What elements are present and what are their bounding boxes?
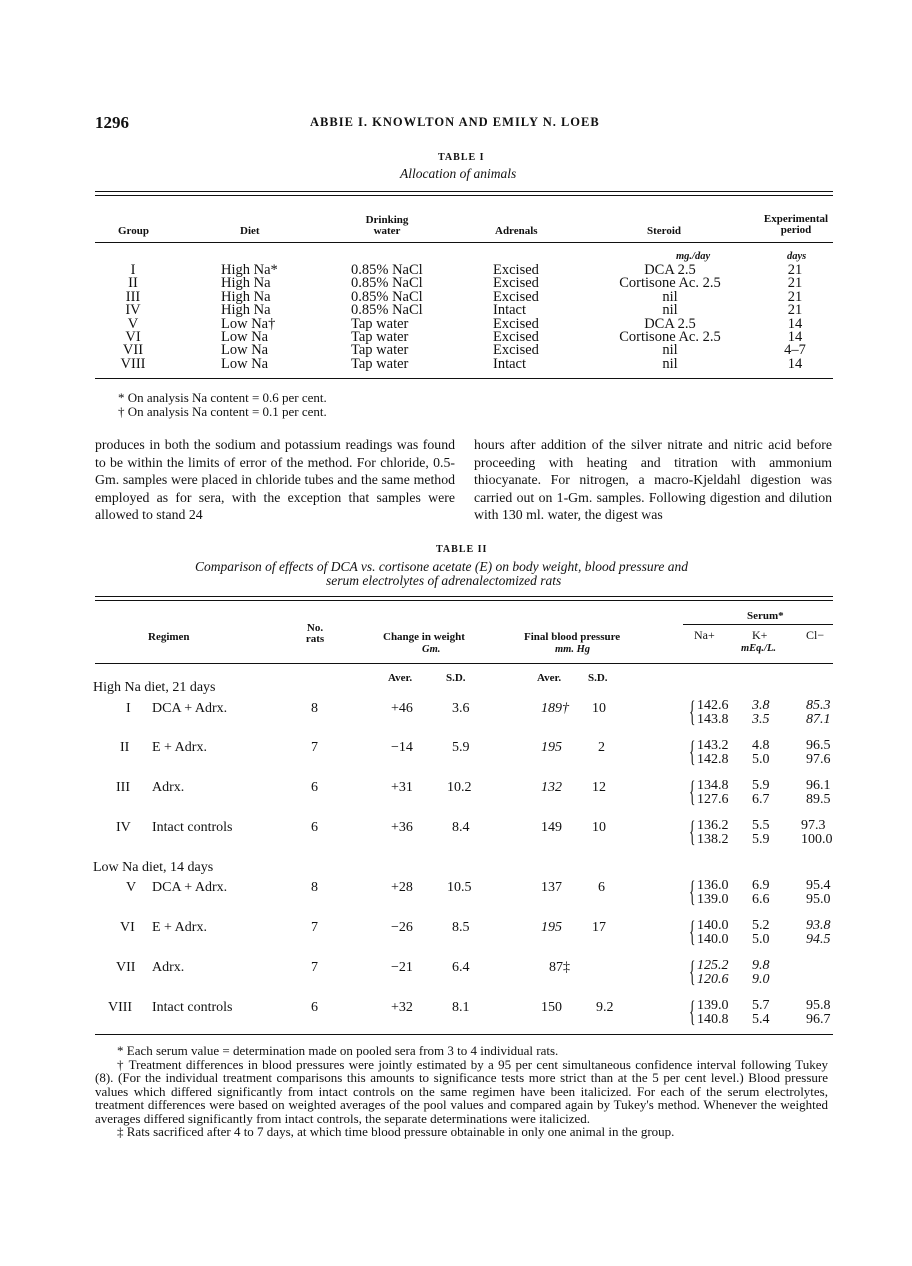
table2-bottom-rule [95,1034,833,1035]
t2-row3-k: 5.9 6.7 [752,778,770,807]
t2-row2-num: II [120,740,130,755]
t2-row5-k: 6.9 6.6 [752,878,770,907]
t2-row2-cl: 96.5 97.6 [806,738,831,767]
t1-unit-steroid: mg./day [676,251,711,262]
t2-row1-w-sd: 3.6 [452,701,470,716]
table2-header-rule [95,663,833,664]
t1-header-period: Experimental period [763,213,829,236]
t2-header-bp-unit: mm. Hg [555,644,591,655]
t2-row8-k: 5.7 5.4 [752,998,770,1027]
t2-row5-bp-aver: 137 [541,880,562,895]
t2-row7-n: 7 [311,960,318,975]
t2-row6-bp-aver: 195 [541,920,562,935]
t2-row8-name: Intact controls [152,1000,233,1015]
t2-row5-name: DCA + Adrx. [152,880,228,895]
t2-row6-brace: { [689,915,696,948]
t2-row6-na: 140.0 140.0 [697,918,729,947]
t2-row2-k: 4.8 5.0 [752,738,770,767]
t2-row7-bp-aver: 87‡ [549,960,570,975]
t1-col-water: 0.85% NaCl 0.85% NaCl 0.85% NaCl 0.85% NaCl Tap water Tap water Tap water Tap water [351,262,423,372]
t2-header-na: Na+ [694,628,715,642]
t2-serum-rule [683,624,833,625]
t2-row6-n: 7 [311,920,318,935]
table2-caption-line1: Comparison of effects of DCA vs. cortisone acetate (E) on body weight, blood pressure and [195,559,688,574]
t1-header-steroid: Steroid [647,225,682,237]
t2-row4-name: Intact controls [152,820,233,835]
t2-row4-bp-sd: 10 [592,820,606,835]
t2-row6-bp-sd: 17 [592,920,606,935]
t2-sub-sd-weight: S.D. [446,672,466,684]
t2-row4-k: 5.5 5.9 [752,818,770,847]
t2-row6-k: 5.2 5.0 [752,918,770,947]
t2-row7-w-sd: 6.4 [452,960,470,975]
t2-row4-num: IV [116,820,131,835]
t2-row3-n: 6 [311,780,318,795]
t2-row3-w-sd: 10.2 [447,780,472,795]
t2-row1-name: DCA + Adrx. [152,701,228,716]
t2-row1-k: 3.8 3.5 [752,698,770,727]
t2-header-k: K+ [752,628,768,642]
t1-footnote-2: † On analysis Na content = 0.1 per cent. [118,404,327,419]
t2-section-high-na: High Na diet, 21 days [93,680,216,695]
t2-row5-num: V [126,880,137,895]
t2-row4-na: 136.2 138.2 [697,818,729,847]
t2-row5-n: 8 [311,880,318,895]
t2-header-bp: Final blood pressure [524,631,621,643]
t2-row8-brace: { [689,995,696,1028]
t2-row2-w-sd: 5.9 [452,740,470,755]
t1-unit-period: days [787,251,807,262]
table1-bottom-rule [95,378,833,379]
t2-row1-bp-sd: 10 [592,701,606,716]
t2-row4-cl: 97.3 100.0 [801,818,833,847]
t2-row6-w-aver: −26 [391,920,413,935]
t2-row1-cl: 85.3 87.1 [806,698,831,727]
t2-row5-cl: 95.4 95.0 [806,878,831,907]
t2-footnotes [95,1044,828,1139]
page-number: 1296 [95,113,129,132]
t2-row7-w-aver: −21 [391,960,413,975]
t2-row1-n: 8 [311,701,318,716]
t1-header-adrenals: Adrenals [495,225,538,237]
t1-footnote-1: * On analysis Na content = 0.6 per cent. [118,390,327,405]
table2-top-rule-2 [95,600,833,601]
t2-row6-cl: 93.8 94.5 [806,918,831,947]
table1-top-rule [95,191,833,192]
t2-row3-na: 134.8 127.6 [697,778,729,807]
t1-col-diet: High Na* High Na High Na High Na Low Na† Low Na Low Na Low Na [221,262,278,372]
t1-col-group: I II III IV V VI VII VIII [120,262,146,372]
t1-col-period: 21 21 21 21 14 14 4–7 14 [784,262,806,372]
table1-caption: Allocation of animals [400,166,517,181]
t2-row1-bp-aver: 189† [541,701,569,716]
t2-row5-na: 136.0 139.0 [697,878,729,907]
table2-label: TABLE II [436,544,488,555]
t2-footnote-1: * Each serum value = determination made on pooled sera from 3 to 4 individual rats. [117,1043,559,1058]
t2-section-low-na: Low Na diet, 14 days [93,860,214,875]
t2-row8-n: 6 [311,1000,318,1015]
t2-row6-name: E + Adrx. [152,920,207,935]
t2-header-cl: Cl− [806,628,825,642]
t2-row3-bp-sd: 12 [592,780,606,795]
t2-row4-w-sd: 8.4 [452,820,470,835]
t2-row8-bp-sd: 9.2 [596,1000,614,1015]
t2-row2-w-aver: −14 [391,740,413,755]
table2-caption-line2: serum electrolytes of adrenalectomized rats [326,573,562,588]
t2-header-no-rats: No. rats [305,622,325,645]
t2-row5-brace: { [689,875,696,908]
t2-sub-aver-weight: Aver. [388,672,413,684]
t2-row3-bp-aver: 132 [541,780,562,795]
t2-row1-brace: { [689,695,696,728]
t2-row3-brace: { [689,775,696,808]
t2-row3-cl: 96.1 89.5 [806,778,831,807]
t1-header-diet: Diet [240,225,260,237]
t2-sub-sd-bp: S.D. [588,672,608,684]
t2-row1-na: 142.6 143.8 [697,698,729,727]
t2-row2-bp-aver: 195 [541,740,562,755]
t2-row3-w-aver: +31 [391,780,413,795]
t2-row3-name: Adrx. [152,780,185,795]
t2-row1-num: I [126,701,131,716]
t2-row6-num: VI [120,920,135,935]
t2-header-weight-unit: Gm. [422,644,441,655]
t2-row4-w-aver: +36 [391,820,413,835]
t2-row2-name: E + Adrx. [152,740,207,755]
t2-row4-bp-aver: 149 [541,820,562,835]
t2-row7-num: VII [116,960,136,975]
t2-row5-w-aver: +28 [391,880,413,895]
t2-row8-bp-aver: 150 [541,1000,562,1015]
t2-row8-na: 139.0 140.8 [697,998,729,1027]
t2-row4-n: 6 [311,820,318,835]
table1-label: TABLE I [438,152,485,163]
t2-row2-bp-sd: 2 [598,740,605,755]
t2-row5-bp-sd: 6 [598,880,605,895]
t2-header-serum: Serum* [747,610,784,622]
t2-footnote-2: † Treatment differences in blood pressures were jointly estimated by a 95 per cent simultaneous confidence interval following Tukey (8). (For the individual treatment comparisons this amounts to significance tests more strict than at the 5 per cent level.) Blood pressure values which differed significantly from intact controls on the same regimen have been italicized. For each of the serum electrolytes, treatment differences were based on weighted averages of the pool values and compared again by Tukey's method. Whenever the weighted averages differed significantly from intact controls, the separate determinations were italicized. [95,1056,828,1126]
t2-sub-aver-bp: Aver. [537,672,562,684]
t2-row7-na: 125.2 120.6 [697,958,729,987]
t2-row7-brace: { [689,955,696,988]
t2-header-serum-unit: mEq./L. [741,643,777,654]
body-text-right: hours after addition of the silver nitrate and nitric acid before proceeding with heating and titration with ammonium thiocyanate. For nitrogen, a macro-Kjeldahl digestion was carried out on 1-Gm. samples. Following digestion and dilution with 130 ml. water, the digest was [474,437,832,522]
running-head: ABBIE I. KNOWLTON AND EMILY N. LOEB [310,115,600,129]
t2-row2-na: 143.2 142.8 [697,738,729,767]
table1-header-rule [95,242,833,243]
t1-header-water: Drinking water [365,214,409,237]
t2-row8-w-aver: +32 [391,1000,413,1015]
t2-header-regimen: Regimen [148,631,190,643]
t2-row2-brace: { [689,735,696,768]
t1-col-adrenals: Excised Excised Excised Intact Excised Excised Excised Intact [493,262,539,372]
t2-row3-num: III [116,780,130,795]
t1-col-steroid: DCA 2.5 Cortisone Ac. 2.5 nil nil DCA 2.5 Cortisone Ac. 2.5 nil nil [619,262,721,372]
t2-row4-brace: { [689,815,696,848]
t2-header-weight: Change in weight [383,631,465,643]
table1-top-rule-2 [95,195,833,196]
t2-row6-w-sd: 8.5 [452,920,470,935]
t2-row7-k: 9.8 9.0 [752,958,770,987]
t2-row8-num: VIII [108,1000,133,1015]
t2-row7-name: Adrx. [152,960,185,975]
t1-header-group: Group [118,225,149,237]
t2-footnote-3: ‡ Rats sacrificed after 4 to 7 days, at which time blood pressure obtainable in only one animal in the group. [117,1124,675,1139]
t2-row2-n: 7 [311,740,318,755]
t2-row8-w-sd: 8.1 [452,1000,470,1015]
t2-row1-w-aver: +46 [391,701,413,716]
body-text-left: produces in both the sodium and potassium readings was found to be within the limits of error of the method. For chloride, 0.5-Gm. samples were placed in chloride tubes and the same method employed as for sera, with the exception that samples were allowed to stand 24 [95,437,455,522]
t2-row5-w-sd: 10.5 [447,880,472,895]
table2-top-rule [95,596,833,597]
t2-row8-cl: 95.8 96.7 [806,998,831,1027]
